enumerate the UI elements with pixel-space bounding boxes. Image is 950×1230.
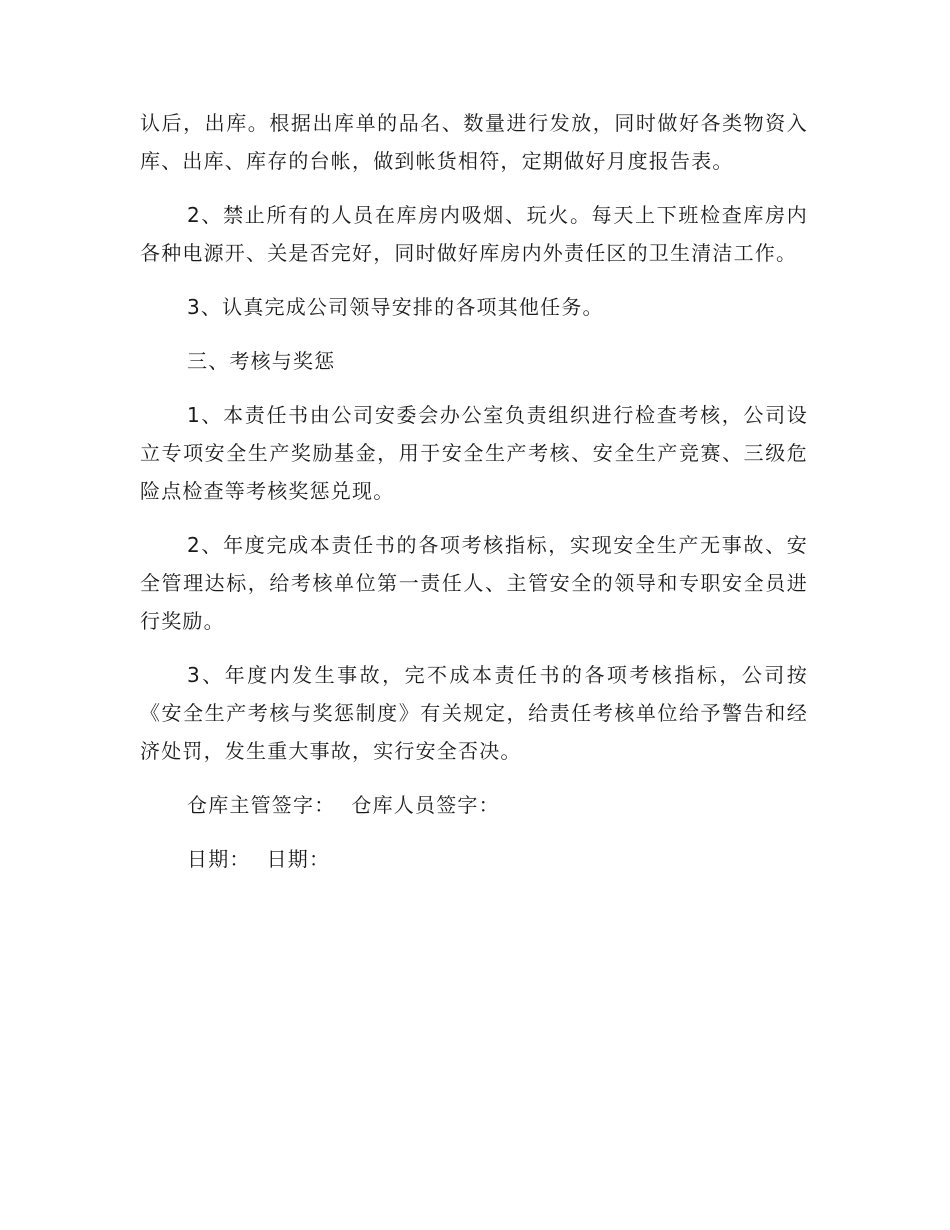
paragraph-assessment-1: 1、本责任书由公司安委会办公室负责组织进行检查考核，公司设立专项安全生产奖励基金，用于安全生产考核、安全生产竞赛、三级危险点检查等考核奖惩兑现。 [140,403,808,503]
document-body [140,104,808,894]
paragraph-item-2-no-smoking: 2、禁止所有的人员在库房内吸烟、玩火。每天上下班检查库房内各种电源开、关是否完好，同时做好库房内外责任区的卫生清洁工作。 [140,203,808,265]
paragraph-item-3-other-tasks: 3、认真完成公司领导安排的各项其他任务。 [187,295,604,319]
paragraph-continuation: 认后，出库。根据出库单的品名、数量进行发放，同时做好各类物资入库、出库、库存的台帐，做到帐货相符，定期做好月度报告表。 [140,111,808,173]
supervisor-date-label: 日期： [187,847,251,871]
signature-row [140,786,808,824]
section-heading-assessment: 三、考核与奖惩 [187,349,336,373]
supervisor-signature-label: 仓库主管签字： [187,793,336,817]
staff-signature-label: 仓库人员签字： [351,793,500,817]
staff-date-label: 日期： [266,847,331,871]
paragraph-assessment-3: 3、年度内发生事故，完不成本责任书的各项考核指标，公司按《安全生产考核与奖惩制度》有关规定，给责任考核单位给予警告和经济处罚，发生重大事故，实行安全否决。 [140,663,808,763]
date-row [140,840,808,878]
paragraph-assessment-2: 2、年度完成本责任书的各项考核指标，实现安全生产无事故、安全管理达标，给考核单位第一责任人、主管安全的领导和专职安全员进行奖励。 [140,533,808,633]
